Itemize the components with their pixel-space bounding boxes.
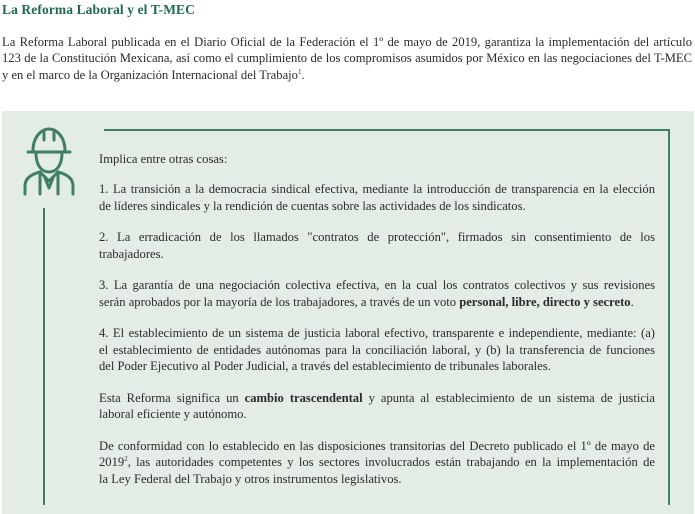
intro-paragraph [2, 34, 692, 83]
paragraph: Esta Reforma significa un cambio trascendental y apunta al establecimiento de un sistema de justicia laboral eficiente y autónomo. [99, 390, 656, 422]
panel-right-rule [668, 129, 670, 505]
footnote-ref: 1 [297, 67, 302, 76]
list-item: 2. La erradicación de los llamados "contratos de protección", firmados sin consentimiento de los trabajadores. [99, 230, 655, 261]
section-title: La Reforma Laboral y el T-MEC [2, 2, 196, 17]
emphasis: personal, libre, directo y secreto [459, 294, 631, 309]
info-panel [2, 111, 694, 514]
emphasis: cambio trascendental [244, 390, 363, 405]
paragraph: De conformidad con lo establecido en las disposiciones transitorias del Decreto publicado el 1º de mayo de 2019$^2$, las autoridades competentes y los sectores involucrados están trabajando en la implementación de la Ley Federal del Trabajo y otros instrumentos legislativos. [99, 438, 655, 486]
construction-worker-icon [21, 126, 77, 196]
intro-line: La Reforma Laboral publicada en el Diario Oficial de la Federación el 1º de mayo de 2019, garantiza la implementación del artículo [2, 35, 692, 49]
list-item: 3. La garantía de una negociación colectiva efectiva, en la cual los contratos colectivos y sus revisiones serán aprobados por la mayoría de los trabajadores, a través de un voto personal, libre, directo y secreto. [99, 278, 655, 309]
panel-top-rule [104, 129, 669, 131]
panel-left-rule [43, 208, 45, 505]
list-item: 1. La transición a la democracia sindical efectiva, mediante la introducción de transparencia en la elección de líderes sindicales y la rendición de cuentas sobre las actividades de los sindicatos. [99, 182, 655, 213]
intro-line: y en el marco de la Organización Internacional del Trabajo$^1$. [2, 67, 305, 82]
panel-content [99, 151, 655, 502]
list-item: 4. El establecimiento de un sistema de justicia laboral efectivo, transparente e independiente, mediante: (a) el establecimiento de entidades autónomas para la conciliación laboral, y (b) la transferencia de funciones del Poder Ejecutivo al Poder Judicial, a través del establecimiento de tribunales laborales. [99, 326, 655, 374]
intro-line: 123 de la Constitución Mexicana, así como el cumplimiento de los compromisos asumidos por México en las negociaciones del T-MEC [2, 51, 692, 66]
panel-lead: Implica entre otras cosas: [99, 152, 228, 166]
footnote-ref: 2 [124, 455, 128, 464]
